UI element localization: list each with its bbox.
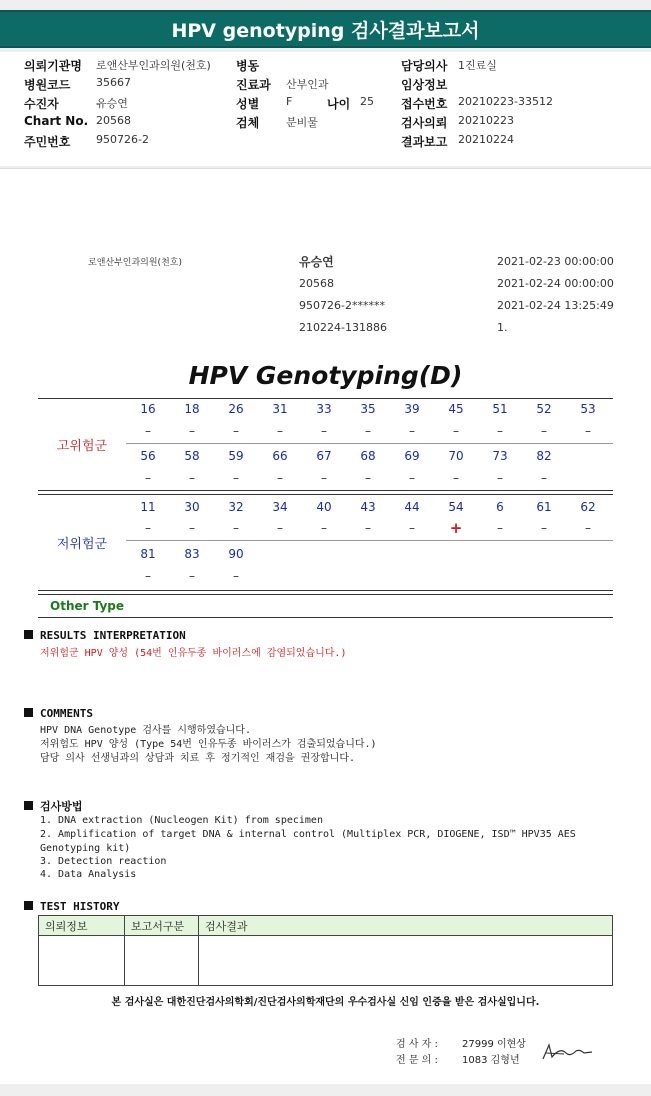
code-value: 35667 bbox=[96, 76, 131, 89]
hpv-type-cell: 61 bbox=[536, 500, 552, 514]
hpv-result-cell: – bbox=[541, 471, 547, 485]
hpv-result-cell: – bbox=[409, 424, 415, 438]
low-risk-label: 저위험군 bbox=[56, 537, 108, 552]
sheet-date-received: 2021-02-24 00:00:00 bbox=[497, 277, 614, 290]
sheet-date-requested: 2021-02-23 00:00:00 bbox=[497, 255, 614, 268]
hpv-type-cell: 90 bbox=[228, 547, 244, 561]
hpv-result-cell: – bbox=[321, 424, 327, 438]
hpv-result-cell: – bbox=[365, 521, 371, 535]
hpv-result-cell: – bbox=[189, 424, 195, 438]
code-label: 병원코드 bbox=[24, 78, 71, 92]
hpv-type-cell: 67 bbox=[316, 449, 332, 463]
hpv-type-cell: 30 bbox=[184, 500, 200, 514]
bullet-square-icon bbox=[24, 708, 33, 717]
other-divider-2 bbox=[38, 594, 613, 595]
reported-value: 20210224 bbox=[458, 133, 514, 146]
hpv-result-cell: – bbox=[541, 424, 547, 438]
hpv-type-cell: 68 bbox=[360, 449, 376, 463]
age-label: 나이 bbox=[327, 97, 351, 111]
hpv-result-cell: – bbox=[497, 424, 503, 438]
hpv-type-cell: 35 bbox=[360, 402, 376, 416]
hpv-type-cell: 31 bbox=[272, 402, 288, 416]
tester-value: 27999 이현상 bbox=[462, 1039, 526, 1050]
certification-text: 본 검사실은 대한진단검사의학회/진단검사의학재단의 우수검사실 신임 인증을 받은 검사실입니다. bbox=[111, 997, 540, 1008]
specialist-label: 전 문 의 : bbox=[396, 1055, 438, 1066]
method-line: 4. Data Analysis bbox=[40, 869, 137, 880]
doctor-label: 담당의사 bbox=[401, 59, 448, 73]
hpv-result-cell: – bbox=[189, 569, 195, 583]
table-bottom-border bbox=[38, 617, 613, 618]
hpv-result-cell: – bbox=[233, 471, 239, 485]
sheet-chart: 20568 bbox=[299, 277, 334, 290]
receipt-label: 접수번호 bbox=[401, 97, 448, 111]
ward-label: 병동 bbox=[236, 59, 260, 73]
genotyping-title: HPV Genotyping(D) bbox=[188, 361, 463, 390]
comments-heading: COMMENTS bbox=[24, 707, 93, 720]
table-top-border bbox=[38, 398, 613, 399]
hpv-result-cell: + bbox=[449, 519, 463, 537]
specialist-value: 1083 김형년 bbox=[462, 1055, 520, 1066]
sex-label: 성별 bbox=[236, 97, 260, 111]
hpv-type-cell: 53 bbox=[580, 402, 596, 416]
hpv-type-cell: 56 bbox=[140, 449, 156, 463]
hpv-type-cell: 54 bbox=[448, 500, 464, 514]
hpv-result-cell: – bbox=[145, 424, 151, 438]
hpv-result-cell: – bbox=[145, 471, 151, 485]
hpv-type-cell: 81 bbox=[140, 547, 156, 561]
comment-line: 담당 의사 선생님과의 상담과 치료 후 정기적인 재검을 권장합니다. bbox=[40, 753, 356, 764]
hpv-type-cell: 70 bbox=[448, 449, 464, 463]
institution-label: 의뢰기관명 bbox=[24, 59, 82, 73]
history-cell bbox=[199, 936, 613, 986]
hpv-result-cell: – bbox=[541, 521, 547, 535]
rrn-value: 950726-2 bbox=[96, 133, 149, 146]
result-sheet bbox=[0, 168, 651, 1084]
hpv-type-cell: 18 bbox=[184, 402, 200, 416]
hpv-type-cell: 82 bbox=[536, 449, 552, 463]
hpv-type-cell: 69 bbox=[404, 449, 420, 463]
hpv-result-cell: – bbox=[365, 471, 371, 485]
chart-label: Chart No. bbox=[24, 114, 89, 128]
hpv-type-cell: 52 bbox=[536, 402, 552, 416]
method-heading: 검사방법 bbox=[24, 798, 83, 814]
hpv-type-cell: 51 bbox=[492, 402, 508, 416]
sheet-receipt: 210224-131886 bbox=[299, 321, 387, 334]
history-col-result: 검사결과 bbox=[199, 916, 613, 936]
history-cell bbox=[39, 936, 125, 986]
hpv-type-cell: 62 bbox=[580, 500, 596, 514]
patient-label: 수진자 bbox=[24, 97, 59, 111]
method-line: 2. Amplification of target DNA & internal control (Multiplex PCR, DIOGENE, ISD™ HPV35 AES bbox=[40, 829, 576, 840]
hpv-result-cell: – bbox=[189, 471, 195, 485]
high-risk-label: 고위험군 bbox=[56, 439, 108, 454]
signature-image bbox=[540, 1041, 596, 1063]
hpv-result-cell: – bbox=[321, 471, 327, 485]
hpv-type-cell: 40 bbox=[316, 500, 332, 514]
hpv-result-cell: – bbox=[409, 521, 415, 535]
hpv-type-cell: 45 bbox=[448, 402, 464, 416]
method-line: 1. DNA extraction (Nucleogen Kit) from specimen bbox=[40, 815, 323, 826]
sheet-institution: 로앤산부인과의원(천호) bbox=[88, 258, 182, 268]
doctor-value: 1진료실 bbox=[458, 59, 497, 72]
comment-line: HPV DNA Genotype 검사를 시행하였습니다. bbox=[40, 725, 251, 736]
method-line: 3. Detection reaction bbox=[40, 856, 167, 867]
hpv-result-cell: – bbox=[145, 521, 151, 535]
method-line: Genotyping kit) bbox=[40, 843, 131, 854]
age-value: 25 bbox=[360, 95, 374, 108]
hpv-result-cell: – bbox=[453, 471, 459, 485]
hpv-type-cell: 73 bbox=[492, 449, 508, 463]
rrn-label: 주민번호 bbox=[24, 135, 71, 149]
sheet-rrn: 950726-2****** bbox=[299, 299, 385, 312]
request-info-panel bbox=[0, 52, 651, 166]
history-col-report-type: 보고서구분 bbox=[125, 916, 199, 936]
dept-label: 진료과 bbox=[236, 78, 271, 92]
hpv-result-cell: – bbox=[277, 471, 283, 485]
hpv-type-cell: 34 bbox=[272, 500, 288, 514]
reported-label: 결과보고 bbox=[401, 135, 448, 149]
other-type-label: Other Type bbox=[50, 599, 125, 613]
history-col-request: 의뢰정보 bbox=[39, 916, 125, 936]
hpv-result-cell: – bbox=[365, 424, 371, 438]
hpv-type-cell: 43 bbox=[360, 500, 376, 514]
results-text: 저위험군 HPV 양성 (54번 인유두종 바이러스에 감염되었습니다.) bbox=[40, 648, 347, 659]
specimen-label: 검체 bbox=[236, 116, 260, 130]
clinical-label: 임상정보 bbox=[401, 78, 448, 92]
hpv-type-cell: 58 bbox=[184, 449, 200, 463]
hpv-result-cell: – bbox=[233, 424, 239, 438]
receipt-value: 20210223-33512 bbox=[458, 95, 553, 108]
history-cell bbox=[125, 936, 199, 986]
hpv-type-cell: 59 bbox=[228, 449, 244, 463]
hpv-result-cell: – bbox=[497, 471, 503, 485]
group-divider-1 bbox=[38, 490, 613, 491]
requested-label: 검사의뢰 bbox=[401, 116, 448, 130]
other-divider-1 bbox=[38, 590, 613, 591]
dept-value: 산부인과 bbox=[286, 78, 329, 91]
results-heading: RESULTS INTERPRETATION bbox=[24, 629, 186, 642]
hpv-result-cell: – bbox=[233, 521, 239, 535]
sex-value: F bbox=[286, 95, 293, 108]
chart-value: 20568 bbox=[96, 114, 131, 127]
hpv-result-cell: – bbox=[497, 521, 503, 535]
hpv-type-cell: 6 bbox=[496, 500, 504, 514]
hpv-result-cell: – bbox=[233, 569, 239, 583]
requested-value: 20210223 bbox=[458, 114, 514, 127]
row-divider bbox=[126, 443, 613, 444]
group-divider-2 bbox=[38, 494, 613, 495]
hpv-type-cell: 16 bbox=[140, 402, 156, 416]
hpv-result-cell: – bbox=[585, 424, 591, 438]
hpv-result-cell: – bbox=[585, 521, 591, 535]
hpv-result-cell: – bbox=[189, 521, 195, 535]
hpv-type-cell: 44 bbox=[404, 500, 420, 514]
history-table bbox=[38, 915, 613, 986]
hpv-result-cell: – bbox=[277, 424, 283, 438]
sheet-page: 1. bbox=[497, 321, 508, 334]
comment-line: 저위험도 HPV 양성 (Type 54번 인유두종 바이러스가 검출되었습니다.) bbox=[40, 739, 377, 750]
patient-value: 유승연 bbox=[96, 97, 128, 110]
tester-label: 검 사 자 : bbox=[396, 1039, 438, 1050]
report-title: HPV genotyping 검사결과보고서 bbox=[0, 10, 651, 48]
hpv-result-cell: – bbox=[321, 521, 327, 535]
hpv-type-cell: 32 bbox=[228, 500, 244, 514]
hpv-type-cell: 33 bbox=[316, 402, 332, 416]
hpv-type-cell: 39 bbox=[404, 402, 420, 416]
bullet-square-icon bbox=[24, 801, 33, 810]
hpv-result-cell: – bbox=[145, 569, 151, 583]
bullet-square-icon bbox=[24, 630, 33, 639]
specimen-value: 분비물 bbox=[286, 116, 318, 129]
hpv-type-cell: 83 bbox=[184, 547, 200, 561]
hpv-type-cell: 26 bbox=[228, 402, 244, 416]
hpv-result-cell: – bbox=[453, 424, 459, 438]
hpv-type-cell: 11 bbox=[140, 500, 156, 514]
history-heading: TEST HISTORY bbox=[24, 900, 119, 913]
institution-value: 로앤산부인과의원(천호) bbox=[96, 59, 211, 72]
hpv-result-cell: – bbox=[409, 471, 415, 485]
hpv-type-cell: 66 bbox=[272, 449, 288, 463]
hpv-result-cell: – bbox=[277, 521, 283, 535]
bullet-square-icon bbox=[24, 901, 33, 910]
sheet-patient: 유승연 bbox=[299, 255, 334, 269]
row-divider bbox=[126, 540, 613, 541]
sheet-date-reported: 2021-02-24 13:25:49 bbox=[497, 299, 614, 312]
